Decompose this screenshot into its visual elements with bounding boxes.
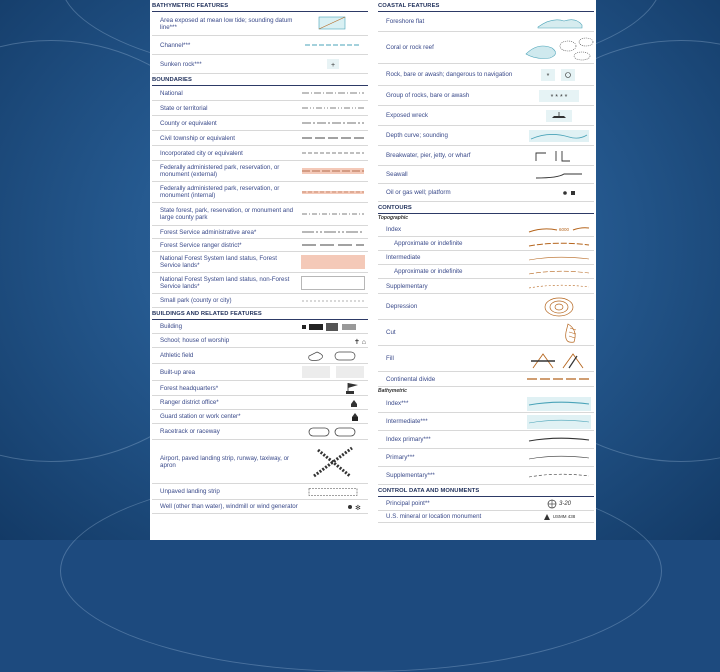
- legend-row: [378, 395, 594, 413]
- legend-label: National Forest System land status, Forest Service lands*: [160, 255, 277, 269]
- legend-row: [378, 413, 594, 431]
- legend-label: Index: [386, 225, 402, 233]
- legend-label: Continental divide: [386, 375, 436, 383]
- legend-row: [152, 116, 368, 131]
- section-title-bathymetric: BATHYMETRIC FEATURES: [152, 2, 368, 12]
- cut-contour-symbol: [524, 320, 594, 345]
- legend-row: [378, 32, 594, 64]
- legend-row: [152, 226, 368, 239]
- non-forest-service-lands-symbol: [298, 273, 368, 293]
- legend-row: [152, 500, 368, 514]
- map-legend-page: [150, 0, 596, 540]
- legend-label: Civil township or equivalent: [160, 134, 235, 142]
- legend-label: Index primary***: [386, 436, 431, 443]
- legend-label: Exposed wreck: [386, 112, 428, 119]
- section-title-coastal: COASTAL FEATURES: [378, 2, 594, 12]
- legend-row: [378, 294, 594, 320]
- ranger-district-symbol: [298, 239, 368, 251]
- legend-label: County or equivalent: [160, 119, 217, 127]
- forest-headquarters-icon: [298, 381, 368, 395]
- legend-label: Forest Service ranger district*: [160, 241, 242, 249]
- small-park-symbol: [298, 294, 368, 307]
- legend-row: [378, 511, 594, 523]
- foreshore-flat-symbol: [524, 12, 594, 31]
- forest-service-lands-symbol: [298, 252, 368, 272]
- legend-row: [152, 440, 368, 484]
- legend-label: Channel***: [160, 41, 191, 49]
- legend-label: Forest headquarters*: [160, 384, 219, 392]
- subsection-topographic: Topographic: [378, 215, 409, 221]
- legend-row: [152, 146, 368, 161]
- legend-label: Supplementary***: [386, 472, 435, 479]
- index-contour-symbol: [524, 222, 594, 236]
- section-title-buildings: BUILDINGS AND RELATED FEATURES: [152, 310, 368, 320]
- legend-label: Unpaved landing strip: [160, 488, 220, 495]
- legend-row: [378, 497, 594, 511]
- legend-row: [378, 372, 594, 387]
- bathymetric-primary-symbol: [524, 449, 594, 466]
- subsection-bathymetric: Bathymetric: [378, 388, 407, 394]
- legend-label: Coral or rock reef: [386, 44, 434, 51]
- county-boundary-symbol: [298, 116, 368, 130]
- building-symbol: [298, 320, 368, 333]
- legend-label: Foreshore flat: [386, 18, 425, 25]
- svg-text:*: *: [546, 72, 550, 80]
- legend-label: National: [160, 89, 183, 97]
- rock-awash-symbol: [524, 64, 594, 85]
- legend-label: Principal point**: [386, 500, 430, 507]
- legend-row: [378, 64, 594, 86]
- seawall-symbol: [524, 166, 594, 183]
- legend-label: Well (other than water), windmill or wind generator: [160, 503, 298, 510]
- legend-row: [378, 86, 594, 106]
- svg-text:✝ ⌂: ✝ ⌂: [354, 338, 367, 345]
- legend-row: [152, 348, 368, 364]
- legend-label: Federally administered park, reservation, or monument (external): [160, 164, 280, 178]
- built-up-area-symbol: [298, 364, 368, 380]
- continental-divide-symbol: [524, 372, 594, 386]
- principal-point-value: 3-20: [558, 500, 571, 507]
- school-church-symbol: [298, 334, 368, 347]
- federal-park-external-symbol: [298, 161, 368, 181]
- well-windmill-icon: [298, 500, 368, 513]
- legend-row: [378, 126, 594, 146]
- legend-label: Federally administered park, reservation, or monument (internal): [160, 185, 280, 199]
- legend-row: [152, 273, 368, 294]
- section-title-control: CONTROL DATA AND MONUMENTS: [378, 487, 594, 497]
- section-title-boundaries: BOUNDARIES: [152, 76, 368, 86]
- legend-row: [152, 320, 368, 334]
- bathymetric-index-contour-symbol: [524, 395, 594, 412]
- legend-row: [152, 410, 368, 424]
- fill-contour-symbol: [524, 346, 594, 371]
- legend-row: [152, 161, 368, 182]
- approx-intermediate-contour-symbol: [524, 265, 594, 278]
- legend-row: [152, 55, 368, 74]
- airport-runway-symbol: [298, 440, 368, 483]
- legend-row: [152, 484, 368, 500]
- legend-label: Cut: [386, 329, 396, 336]
- legend-label: Athletic field: [160, 352, 194, 359]
- legend-label: Airport, paved landing strip, runway, taxiway, or apron: [160, 454, 290, 469]
- legend-left-column: [152, 0, 368, 514]
- bathymetric-index-primary-symbol: [524, 431, 594, 448]
- legend-label: Intermediate: [386, 254, 421, 261]
- legend-label: State or territorial: [160, 104, 208, 112]
- legend-row: [152, 131, 368, 146]
- legend-label: Fill: [386, 355, 394, 362]
- mineral-monument-value: USMM 438: [552, 514, 576, 519]
- section-title-contours: CONTOURS: [378, 204, 594, 214]
- principal-point-symbol: [524, 497, 594, 510]
- channel-symbol: [298, 36, 368, 54]
- legend-row: [378, 12, 594, 32]
- legend-label: National Forest System land status, non-Forest Service lands*: [160, 276, 290, 290]
- mineral-monument-symbol: [524, 511, 594, 522]
- legend-row: [378, 265, 594, 279]
- legend-row: [378, 146, 594, 166]
- legend-label: Supplementary: [386, 282, 428, 290]
- legend-row: [152, 182, 368, 203]
- legend-label: Rock, bare or awash; dangerous to navigation: [386, 71, 513, 78]
- legend-row: [152, 334, 368, 348]
- bathymetric-supplementary-symbol: [524, 467, 594, 484]
- legend-label: Built-up area: [160, 368, 196, 376]
- legend-row: [152, 203, 368, 226]
- legend-label: Seawall: [386, 171, 408, 178]
- legend-row: [152, 239, 368, 252]
- legend-row: [378, 237, 594, 251]
- breakwater-symbol: [524, 146, 594, 165]
- legend-row: [378, 184, 594, 202]
- legend-row: [152, 424, 368, 440]
- athletic-field-symbol: [298, 348, 368, 363]
- svg-text:* * * *: * * * *: [550, 93, 568, 101]
- legend-label: Racetrack or raceway: [160, 428, 220, 435]
- legend-label: Intermediate***: [386, 418, 428, 425]
- legend-row: [152, 86, 368, 101]
- legend-label: Guard station or work center*: [160, 413, 241, 420]
- legend-row: [152, 294, 368, 308]
- legend-row: [378, 222, 594, 237]
- rock-group-symbol: [524, 86, 594, 105]
- legend-label: Group of rocks, bare or awash: [386, 92, 470, 99]
- legend-row: [378, 106, 594, 126]
- legend-row: [378, 346, 594, 372]
- bathymetric-intermediate-contour-symbol: [524, 413, 594, 430]
- legend-label: Incorporated city or equivalent: [160, 149, 243, 157]
- legend-label: Forest Service administrative area*: [160, 228, 257, 236]
- legend-label: State forest, park, reservation, or monument and large county park: [160, 207, 294, 221]
- depth-curve-symbol: [524, 126, 594, 145]
- legend-label: U.S. mineral or location monument: [386, 513, 482, 520]
- legend-row: [152, 36, 368, 55]
- legend-label: Approximate or indefinite: [394, 268, 463, 275]
- national-boundary-symbol: [298, 86, 368, 100]
- legend-label: Oil or gas well; platform: [386, 189, 451, 196]
- legend-row: [152, 396, 368, 410]
- index-contour-value: 6000: [559, 227, 570, 232]
- state-boundary-symbol: [298, 101, 368, 115]
- state-forest-symbol: [298, 203, 368, 225]
- legend-row: [378, 431, 594, 449]
- legend-label: Sunken rock***: [160, 60, 202, 68]
- legend-label: Approximate or indefinite: [394, 240, 463, 247]
- township-boundary-symbol: [298, 131, 368, 145]
- legend-label: Ranger district office*: [160, 399, 219, 406]
- legend-row: [152, 101, 368, 116]
- intermediate-contour-symbol: [524, 251, 594, 264]
- depression-contour-symbol: [524, 294, 594, 319]
- legend-row: [152, 364, 368, 381]
- legend-row: [378, 251, 594, 265]
- svg-text:✻: ✻: [355, 504, 361, 512]
- legend-label: Small park (county or city): [160, 297, 232, 304]
- racetrack-symbol: [298, 424, 368, 439]
- federal-park-internal-symbol: [298, 182, 368, 202]
- wreck-icon: [524, 106, 594, 125]
- legend-row: [378, 449, 594, 467]
- legend-row: [378, 166, 594, 184]
- unpaved-strip-symbol: [298, 484, 368, 499]
- ranger-office-icon: [298, 396, 368, 409]
- guard-station-icon: [298, 410, 368, 423]
- forest-admin-area-symbol: [298, 226, 368, 238]
- legend-label: School; house of worship: [160, 337, 230, 344]
- legend-label: Primary***: [386, 454, 415, 461]
- legend-row: [378, 279, 594, 294]
- legend-row: [152, 252, 368, 273]
- legend-row: [378, 467, 594, 485]
- reef-symbol: [524, 32, 594, 63]
- legend-row: [152, 381, 368, 396]
- tidal-area-symbol: [298, 12, 368, 35]
- legend-row: [378, 320, 594, 346]
- approx-index-contour-symbol: [524, 237, 594, 250]
- legend-label: Index***: [386, 400, 409, 407]
- legend-label: Area exposed at mean low tide; sounding datum line***: [160, 16, 293, 31]
- supplementary-contour-symbol: [524, 279, 594, 293]
- svg-text:+: +: [330, 62, 336, 69]
- sunken-rock-symbol: [298, 55, 368, 73]
- legend-right-column: [378, 0, 594, 523]
- legend-label: Depth curve; sounding: [386, 132, 448, 139]
- city-boundary-symbol: [298, 146, 368, 160]
- legend-row: [152, 12, 368, 36]
- legend-label: Depression: [386, 303, 418, 310]
- legend-label: Building: [160, 323, 183, 330]
- legend-label: Breakwater, pier, jetty, or wharf: [386, 152, 471, 159]
- oil-well-icon: [524, 184, 594, 201]
